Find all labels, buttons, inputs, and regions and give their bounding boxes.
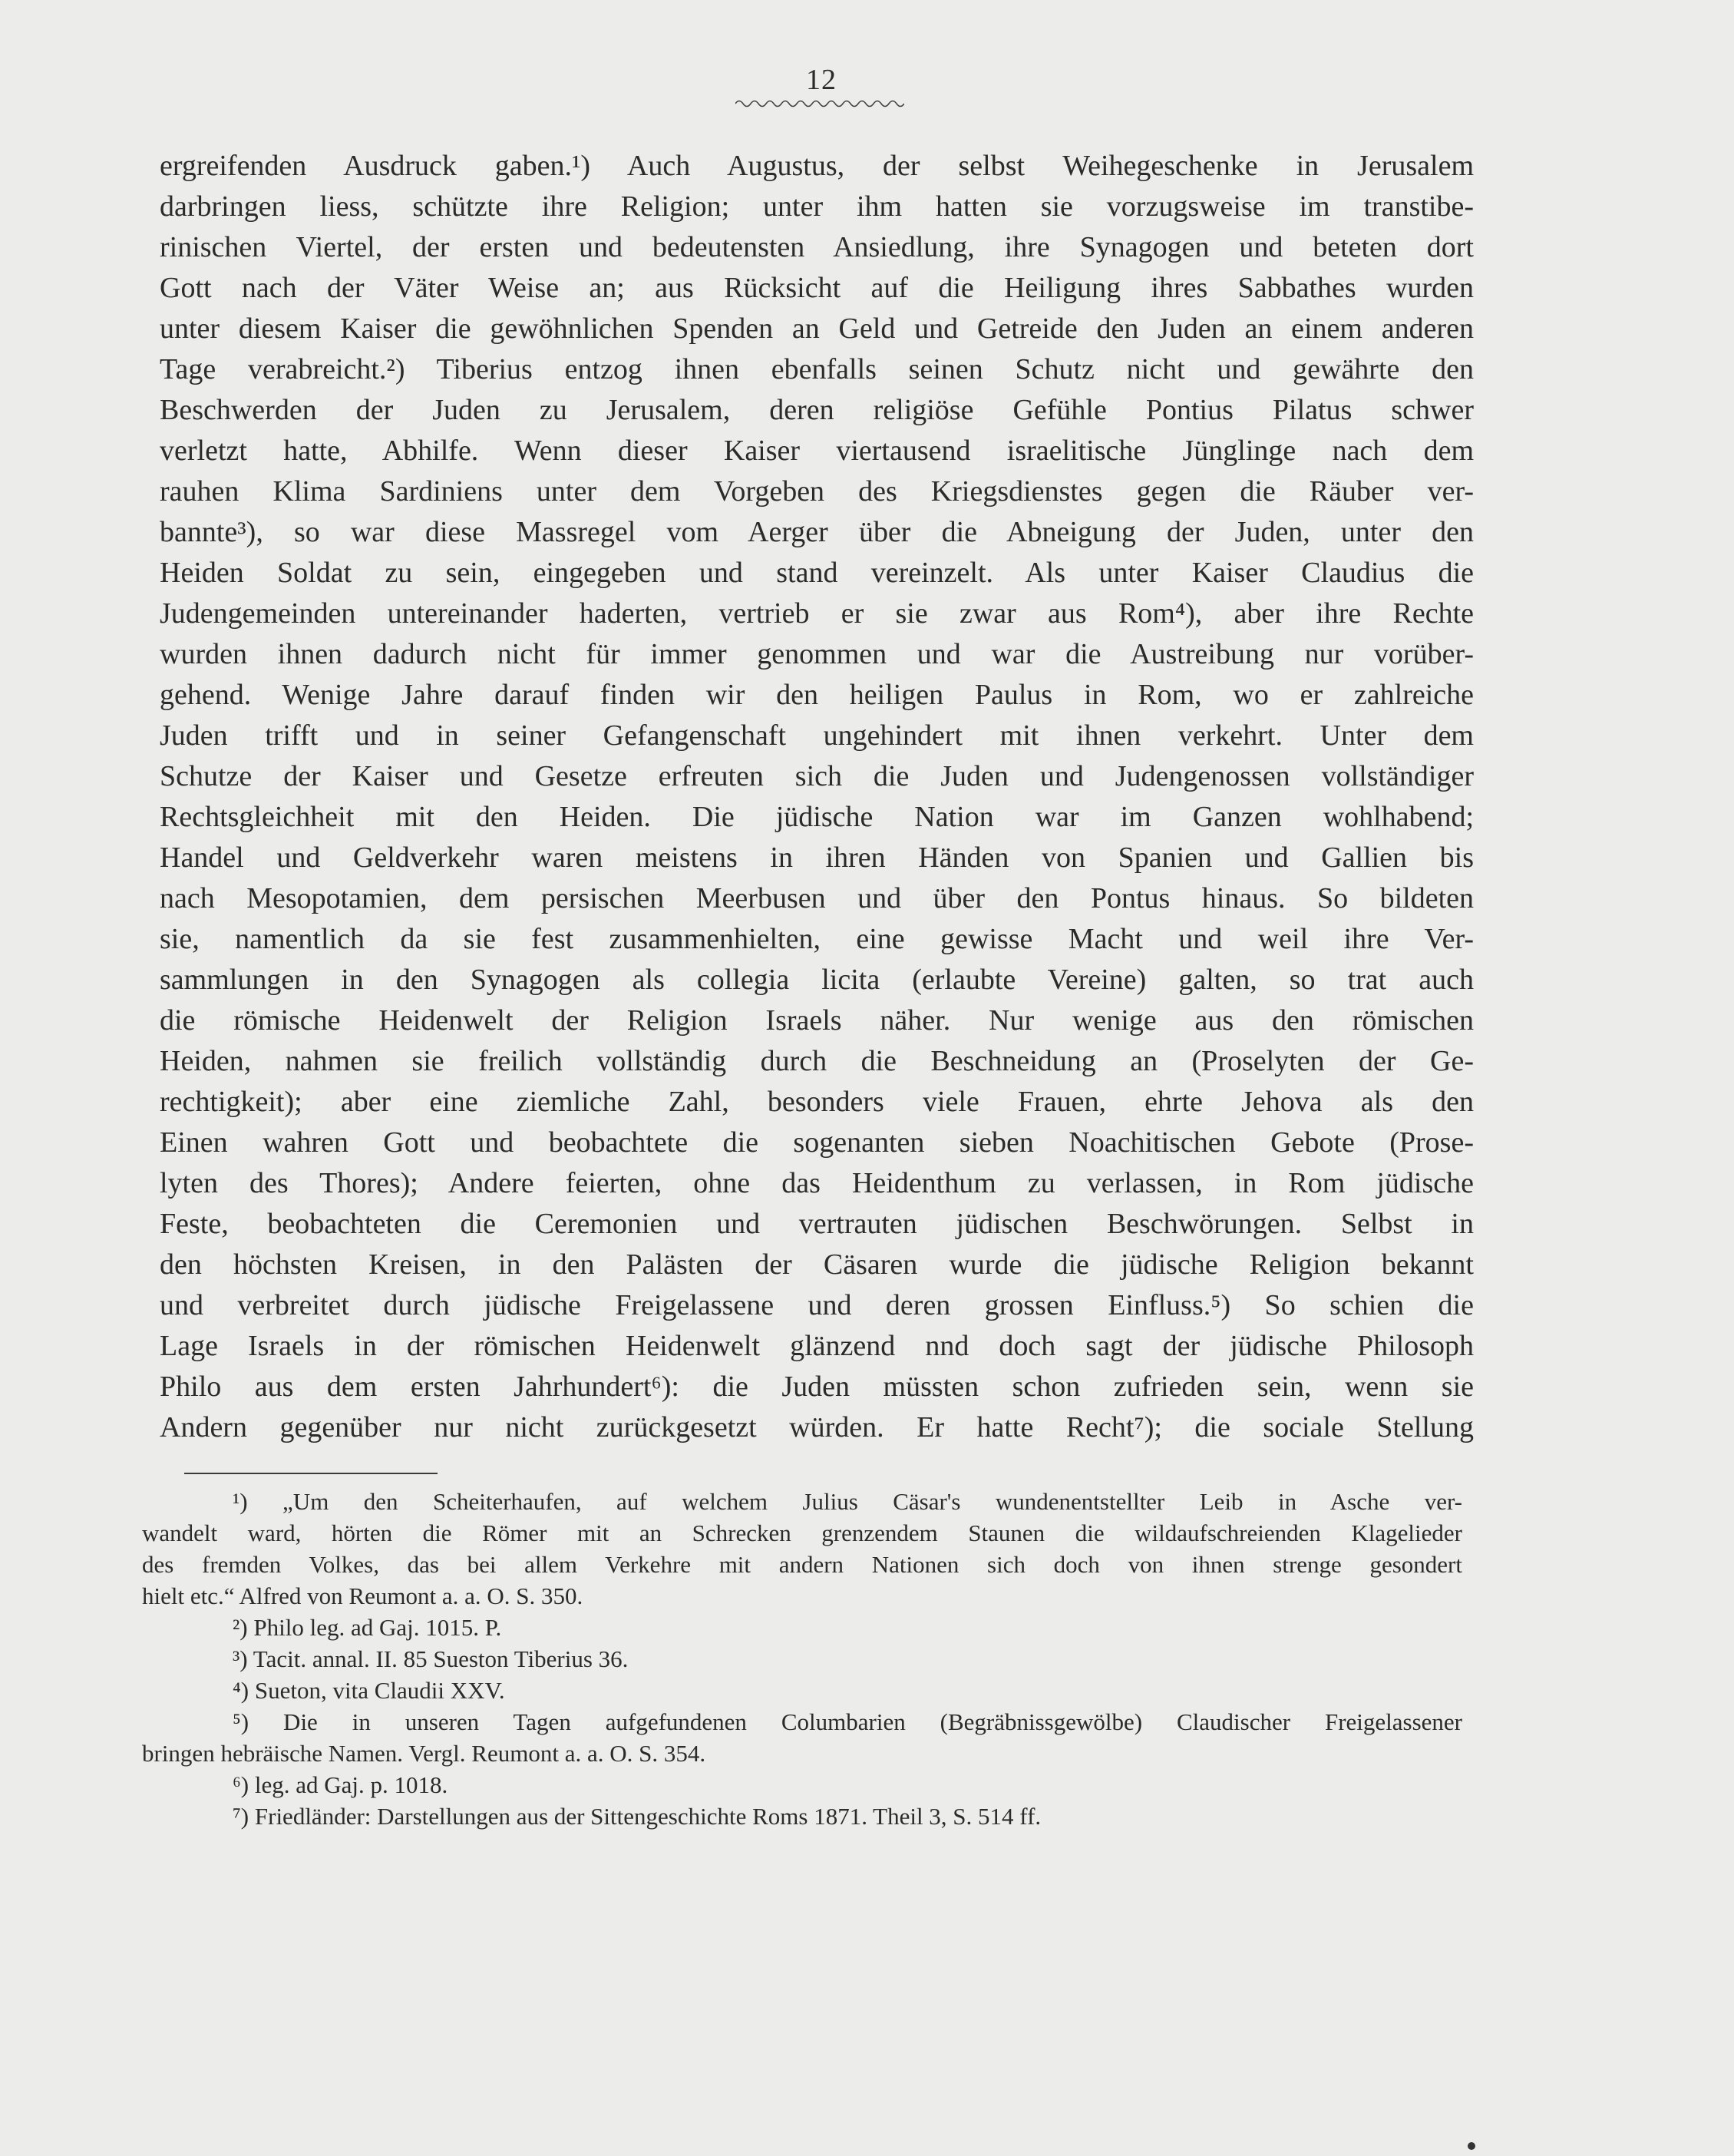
body-line: ergreifenden Ausdruck gaben.¹) Auch Augustus, der selbst Weihegeschenke in Jerusalem [160, 150, 1474, 182]
body-line: nach Mesopotamien, dem persischen Meerbusen und über den Pontus hinaus. So bildeten [160, 882, 1474, 914]
footnote-line: des fremden Volkes, das bei allem Verkehre mit andern Nationen sich doch von ihnen strenge gesondert [142, 1551, 1462, 1578]
body-line: Juden trifft und in seiner Gefangenschaft ungehindert mit ihnen verkehrt. Unter dem [160, 719, 1474, 752]
footnote-line: ²) Philo leg. ad Gaj. 1015. P. [233, 1614, 502, 1641]
footnote-2 [142, 1612, 1462, 1643]
body-line: darbringen liess, schützte ihre Religion; unter ihm hatten sie vorzugsweise im transtibe- [160, 190, 1474, 223]
body-line: den höchsten Kreisen, in den Palästen der Cäsaren wurde die jüdische Religion bekannt [160, 1248, 1474, 1281]
footnote-line: wandelt ward, hörten die Römer mit an Schrecken grenzendem Staunen die wildaufschreienden Klagelieder [142, 1519, 1462, 1546]
body-line: lyten des Thores); Andere feierten, ohne das Heidenthum zu verlassen, in Rom jüdische [160, 1167, 1474, 1199]
footnote-5 [142, 1706, 1462, 1769]
body-line: Handel und Geldverkehr waren meistens in ihren Händen von Spanien und Gallien bis [160, 842, 1474, 874]
body-line: Feste, beobachteten die Ceremonien und vertrauten jüdischen Beschwörungen. Selbst in [160, 1208, 1474, 1240]
body-line: Beschwerden der Juden zu Jerusalem, deren religiöse Gefühle Pontius Pilatus schwer [160, 394, 1474, 426]
footnotes [142, 1486, 1462, 1832]
body-line: gehend. Wenige Jahre darauf finden wir den heiligen Paulus in Rom, wo er zahlreiche [160, 679, 1474, 711]
body-line: Rechtsgleichheit mit den Heiden. Die jüdische Nation war im Ganzen wohlhabend; [160, 801, 1474, 833]
body-line: rinischen Viertel, der ersten und bedeutensten Ansiedlung, ihre Synagogen und beteten dort [160, 231, 1474, 263]
body-line: Heiden, nahmen sie freilich vollständig durch die Beschneidung an (Proselyten der Ge- [160, 1045, 1474, 1077]
footnote-1 [142, 1486, 1462, 1612]
footnote-4 [142, 1675, 1462, 1706]
footnote-line: ⁴) Sueton, vita Claudii XXV. [233, 1677, 505, 1704]
body-line: die römische Heidenwelt der Religion Israels näher. Nur wenige aus den römischen [160, 1004, 1474, 1037]
body-line: Andern gegenüber nur nicht zurückgesetzt würden. Er hatte Recht⁷); die sociale Stellung [160, 1411, 1474, 1443]
body-line: Lage Israels in der römischen Heidenwelt glänzend nnd doch sagt der jüdische Philosoph [160, 1330, 1474, 1362]
body-line: rechtigkeit); aber eine ziemliche Zahl, besonders viele Frauen, ehrte Jehova als den [160, 1086, 1474, 1118]
body-line: Heiden Soldat zu sein, eingegeben und stand vereinzelt. Als unter Kaiser Claudius die [160, 557, 1474, 589]
body-line: Judengemeinden untereinander haderten, vertrieb er sie zwar aus Rom⁴), aber ihre Rechte [160, 597, 1474, 630]
body-line: sie, namentlich da sie fest zusammenhielten, eine gewisse Macht und weil ihre Ver- [160, 923, 1474, 955]
body-line: wurden ihnen dadurch nicht für immer genommen und war die Austreibung nur vorüber- [160, 638, 1474, 670]
wavy-ornament [735, 98, 904, 109]
page-number: 12 [806, 64, 837, 96]
scan-speck [1468, 2142, 1475, 2150]
footnote-line: ¹) „Um den Scheiterhaufen, auf welchem Julius Cäsar's wundenentstellter Leib in Asche ver- [233, 1488, 1462, 1515]
footnote-7 [142, 1801, 1462, 1832]
body-line: Schutze der Kaiser und Gesetze erfreuten sich die Juden und Judengenossen vollständiger [160, 760, 1474, 792]
body-text [160, 146, 1474, 1448]
footnote-3 [142, 1643, 1462, 1675]
body-line: bannte³), so war diese Massregel vom Aerger über die Abneigung der Juden, unter den [160, 516, 1474, 548]
footnote-line: hielt etc.“ Alfred von Reumont a. a. O. S. 350. [142, 1582, 583, 1609]
footnote-rule [184, 1473, 438, 1474]
body-line: rauhen Klima Sardiniens unter dem Vorgeben des Kriegsdienstes gegen die Räuber ver- [160, 475, 1474, 508]
body-line: Einen wahren Gott und beobachtete die sogenanten sieben Noachitischen Gebote (Prose- [160, 1126, 1474, 1159]
footnote-line: ⁵) Die in unseren Tagen aufgefundenen Columbarien (Begräbnissgewölbe) Claudischer Freigelassener [233, 1708, 1462, 1735]
body-line: Gott nach der Väter Weise an; aus Rücksicht auf die Heiligung ihres Sabbathes wurden [160, 272, 1474, 304]
body-line: und verbreitet durch jüdische Freigelassene und deren grossen Einfluss.⁵) So schien die [160, 1289, 1474, 1321]
footnote-line: ⁷) Friedländer: Darstellungen aus der Sittengeschichte Roms 1871. Theil 3, S. 514 ff. [233, 1803, 1042, 1830]
body-line: sammlungen in den Synagogen als collegia licita (erlaubte Vereine) galten, so trat auch [160, 964, 1474, 996]
footnote-line: ⁶) leg. ad Gaj. p. 1018. [233, 1771, 448, 1798]
body-line: Philo aus dem ersten Jahrhundert⁶): die Juden müssten schon zufrieden sein, wenn sie [160, 1371, 1474, 1403]
footnote-line: bringen hebräische Namen. Vergl. Reumont a. a. O. S. 354. [142, 1740, 706, 1767]
body-line: unter diesem Kaiser die gewöhnlichen Spenden an Geld und Getreide den Juden an einem anderen [160, 312, 1474, 345]
body-line: verletzt hatte, Abhilfe. Wenn dieser Kaiser viertausend israelitische Jünglinge nach dem [160, 435, 1474, 467]
body-line: Tage verabreicht.²) Tiberius entzog ihnen ebenfalls seinen Schutz nicht und gewährte den [160, 353, 1474, 385]
footnote-6 [142, 1769, 1462, 1801]
footnote-line: ³) Tacit. annal. II. 85 Sueston Tiberius 36. [233, 1645, 629, 1672]
